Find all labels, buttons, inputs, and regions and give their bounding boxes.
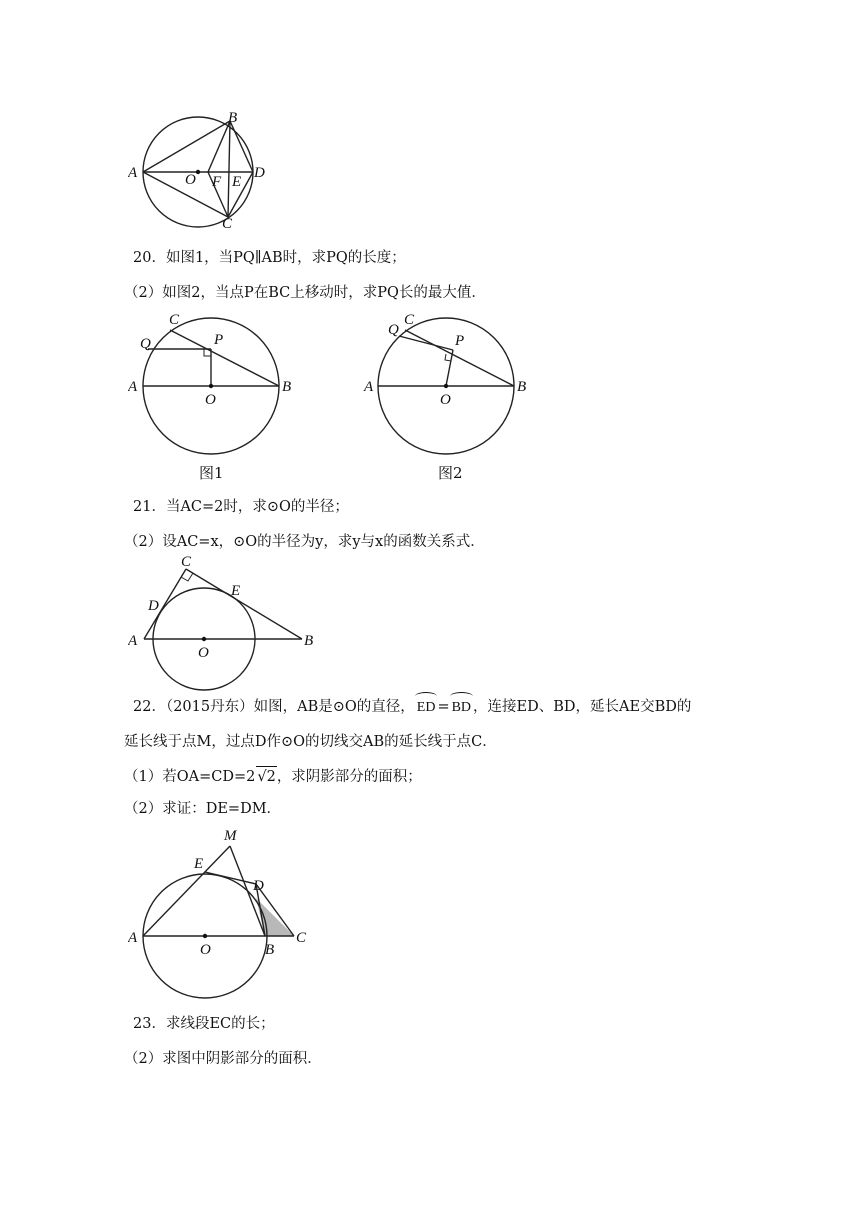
fig1-label: A — [128, 379, 138, 395]
q22-intro-b: ，连接ED、BD，延长AE交BD的 — [473, 699, 692, 715]
q20-part2: （2）如图2，当点P在BC上移动时，求PQ长的最大值． — [124, 285, 486, 301]
figure-4 — [128, 824, 328, 1002]
fig3-label: E — [231, 583, 241, 599]
fig1-label: B — [282, 379, 292, 395]
fig2-label: B — [517, 379, 527, 395]
fig4-label: B — [265, 942, 275, 958]
arc-bd: BD — [450, 698, 473, 718]
fig2-caption: 图2 — [438, 464, 463, 482]
fig3-label: A — [128, 633, 138, 649]
fig3-label: C — [181, 554, 192, 570]
q21-part2: （2）设AC=x，⊙O的半径为y，求y与x的函数关系式． — [124, 534, 485, 550]
sqrt-2: √2 — [256, 766, 276, 787]
fig1-label: C — [169, 312, 180, 328]
fig0-label: F — [212, 174, 222, 190]
fig1-label: O — [205, 392, 216, 408]
fig4-label: D — [253, 878, 264, 894]
fig3-label: D — [148, 598, 159, 614]
fig3-label: B — [304, 633, 314, 649]
q22-intro-a: 22．（2015丹东）如图，AB是⊙O的直径， — [133, 699, 415, 715]
q21-intro: 21．当AC=2时，求⊙O的半径； — [133, 499, 349, 515]
fig0-label: C — [222, 216, 233, 230]
figure-circle-abcd — [128, 110, 278, 230]
figure-2 — [362, 310, 537, 485]
fig4-label: E — [194, 856, 204, 872]
fig0-label: D — [254, 165, 265, 181]
q23-intro: 23．求线段EC的长； — [133, 1016, 275, 1032]
q22-part2: （2）求证：DE=DM． — [124, 801, 282, 817]
fig2-label: A — [364, 379, 374, 395]
fig1-label: P — [214, 332, 224, 348]
fig0-label: O — [185, 172, 196, 188]
arc-ed: ED — [415, 698, 438, 718]
fig0-label: E — [232, 174, 242, 190]
q22-intro — [133, 697, 691, 718]
fig0-label: B — [228, 110, 238, 126]
fig4-label: A — [128, 930, 138, 946]
fig3-label: O — [198, 645, 209, 661]
q22-eq: = — [437, 699, 450, 715]
fig2-label: P — [455, 333, 465, 349]
q23-part2: （2）求图中阴影部分的面积． — [124, 1051, 322, 1067]
fig4-label: O — [200, 942, 211, 958]
figure-1 — [128, 310, 303, 485]
q22-part1: （1）若OA=CD=2 √2，求阴影部分的面积； — [124, 766, 422, 787]
fig2-label: O — [440, 392, 451, 408]
fig4-label: C — [296, 930, 307, 946]
fig4-label: M — [224, 828, 237, 844]
q22-intro-line2: 延长线于点M，过点D作⊙O的切线交AB的延长线于点C． — [124, 734, 497, 750]
fig2-label: Q — [388, 322, 399, 338]
fig1-label: Q — [140, 336, 151, 352]
fig2-label: C — [404, 312, 415, 328]
fig1-caption: 图1 — [199, 464, 224, 482]
fig0-label: A — [128, 165, 138, 181]
q20-intro: 20．如图1，当PQ∥AB时，求PQ的长度； — [133, 250, 406, 266]
figure-3 — [128, 553, 318, 693]
